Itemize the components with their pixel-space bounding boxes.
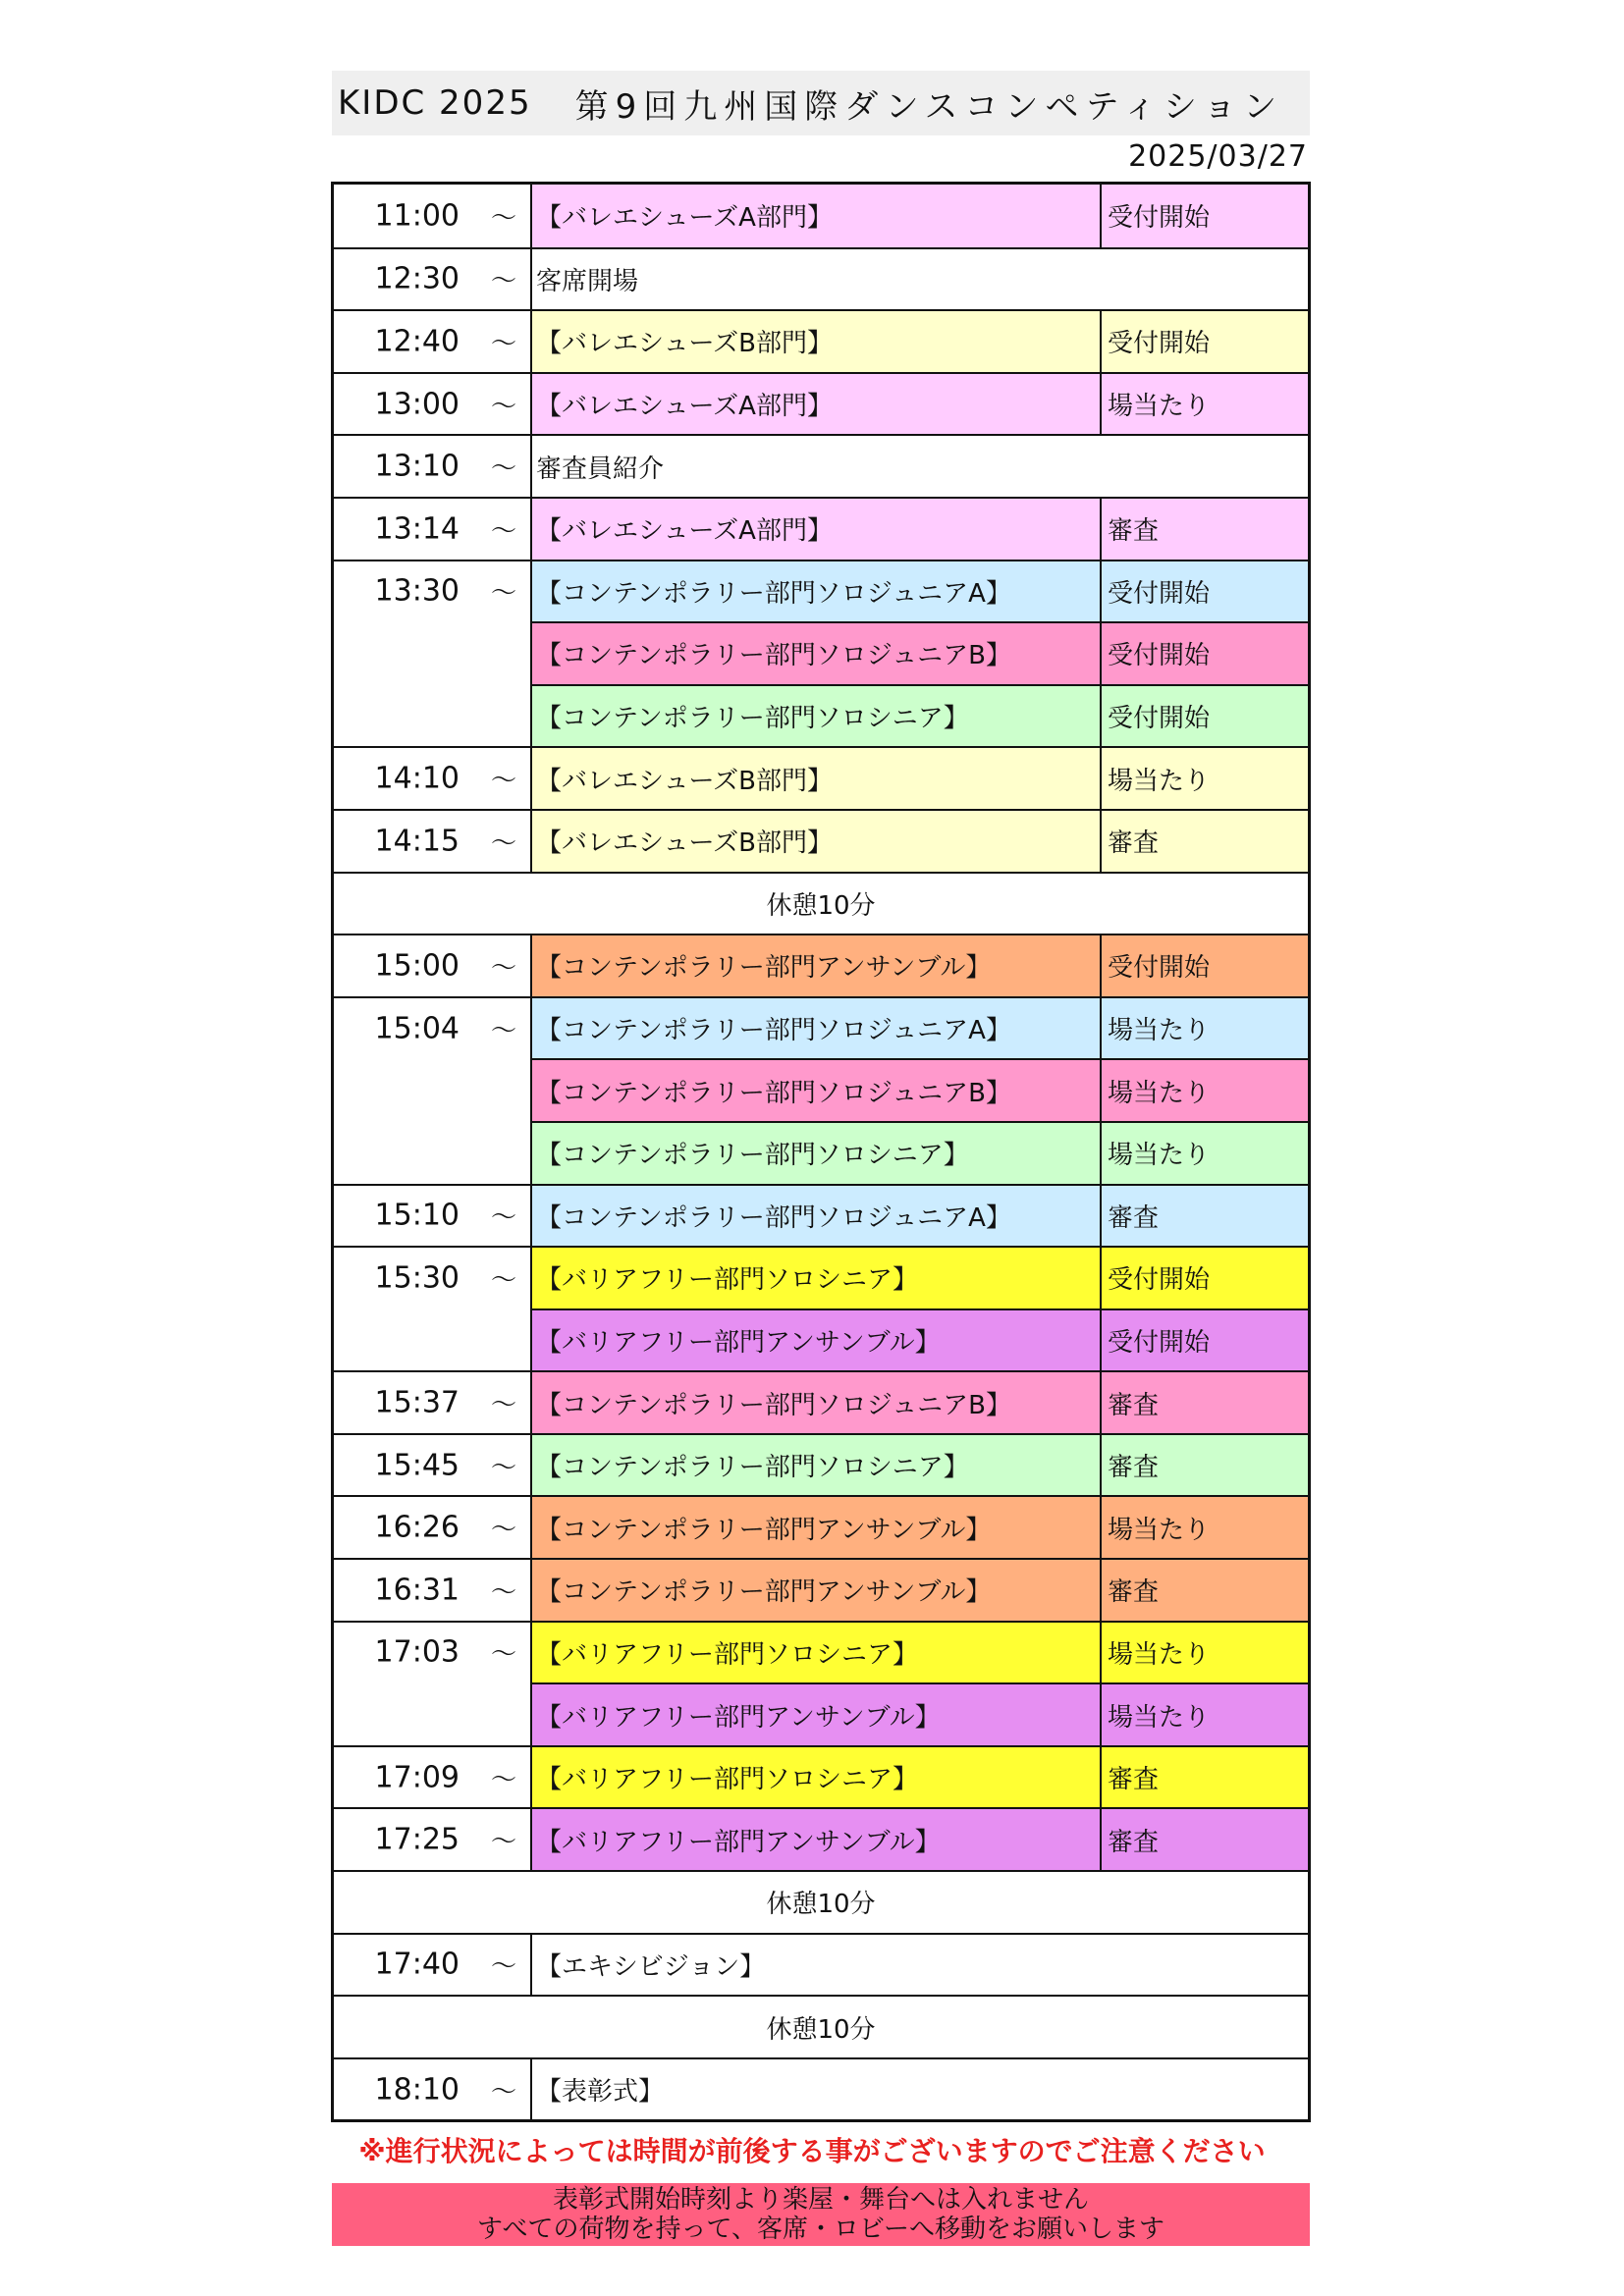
- event-name: 【コンテンポラリー部門ソロジュニアB】: [532, 1058, 1102, 1121]
- time-cell: [334, 1747, 532, 1808]
- time-cell: [334, 1308, 532, 1371]
- schedule-row: [334, 684, 1308, 747]
- schedule-row: [334, 621, 1308, 684]
- event-name: 【コンテンポラリー部門ソロシニア】: [532, 1435, 1102, 1496]
- start-time: 17:40: [374, 1947, 460, 1982]
- time-range-tilde: ～: [490, 1951, 516, 1982]
- event-name: 【コンテンポラリー部門ソロジュニアB】: [532, 1372, 1102, 1433]
- schedule-row: [334, 1682, 1308, 1745]
- event-name: 【バリアフリー部門ソロシニア】: [532, 1623, 1102, 1683]
- time-range-tilde: ～: [490, 1265, 516, 1296]
- event-status: 場当たり: [1102, 1121, 1308, 1184]
- break-row: [334, 1995, 1308, 2057]
- start-time: 13:10: [374, 449, 460, 484]
- start-time: 13:00: [374, 387, 460, 422]
- time-cell: [334, 811, 532, 872]
- time-cell: [334, 185, 532, 247]
- event-status: 審査: [1102, 1435, 1308, 1496]
- event-status: 受付開始: [1102, 311, 1308, 372]
- time-cell: [334, 1497, 532, 1558]
- competition-name: 第9回九州国際ダンスコンペティション: [574, 86, 1284, 127]
- break-label: 休憩10分: [766, 890, 876, 921]
- schedule-row: [334, 2057, 1308, 2120]
- schedule-row: [334, 1933, 1308, 1996]
- event-name: 【コンテンポラリー部門ソロシニア】: [532, 684, 1102, 747]
- banner-line-1: 表彰式開始時刻より楽屋・舞台へは入れません: [552, 2185, 1089, 2215]
- event-status: 受付開始: [1102, 684, 1308, 747]
- event-status: 場当たり: [1102, 1497, 1308, 1558]
- time-range-tilde: ～: [490, 1827, 516, 1857]
- event-status: 受付開始: [1102, 935, 1308, 996]
- event-name: 【コンテンポラリー部門ソロジュニアA】: [532, 1186, 1102, 1247]
- event-name: 【バリアフリー部門アンサンブル】: [532, 1809, 1102, 1870]
- event-status: 受付開始: [1102, 1248, 1308, 1308]
- banner-line-2: すべての荷物を持って、客席・ロビーへ移動をお願いします: [477, 2215, 1164, 2244]
- schedule-row: [334, 247, 1308, 310]
- start-time: 11:00: [374, 198, 460, 234]
- event-status: 受付開始: [1102, 621, 1308, 684]
- time-range-tilde: ～: [490, 1577, 516, 1608]
- event-name: 【表彰式】: [536, 2077, 665, 2108]
- schedule-row: [334, 1807, 1308, 1870]
- event-status: 場当たり: [1102, 748, 1308, 809]
- start-time: 15:00: [374, 948, 460, 984]
- start-time: 17:03: [374, 1634, 460, 1670]
- time-range-tilde: ～: [490, 1016, 516, 1046]
- event-name: 【コンテンポラリー部門ソロジュニアA】: [532, 998, 1102, 1059]
- event-status: 場当たり: [1102, 1058, 1308, 1121]
- break-label: 休憩10分: [766, 2014, 876, 2045]
- time-range-tilde: ～: [490, 1765, 516, 1795]
- event-name: 【バレエシューズA部門】: [532, 499, 1102, 560]
- event-status: 受付開始: [1102, 185, 1308, 247]
- schedule-row: [334, 746, 1308, 809]
- time-cell: [334, 1372, 532, 1433]
- event-name: 【コンテンポラリー部門アンサンブル】: [532, 1497, 1102, 1558]
- schedule-row: [334, 309, 1308, 372]
- time-range-tilde: ～: [490, 1515, 516, 1545]
- event-name: 【バリアフリー部門ソロシニア】: [532, 1747, 1102, 1808]
- time-cell: [334, 748, 532, 809]
- time-range-tilde: ～: [490, 828, 516, 859]
- event-name: 【バレエシューズB部門】: [532, 311, 1102, 372]
- event-name: 【エキシビジョン】: [536, 1951, 766, 1982]
- break-row: [334, 1870, 1308, 1933]
- event-name: 【バレエシューズA部門】: [532, 374, 1102, 435]
- event-status: 審査: [1102, 1560, 1308, 1621]
- schedule-row: [334, 1370, 1308, 1433]
- start-time: 16:31: [374, 1573, 460, 1608]
- start-time: 15:45: [374, 1448, 460, 1483]
- schedule-row: [334, 1495, 1308, 1558]
- time-cell: [334, 935, 532, 996]
- event-name: 【バリアフリー部門アンサンブル】: [532, 1682, 1102, 1745]
- time-range-tilde: ～: [490, 392, 516, 422]
- event-name: 【バリアフリー部門アンサンブル】: [532, 1308, 1102, 1371]
- time-range-tilde: ～: [490, 578, 516, 609]
- schedule-row: [334, 497, 1308, 560]
- time-range-tilde: ～: [490, 766, 516, 796]
- start-time: 13:14: [374, 511, 460, 547]
- event-status: 場当たり: [1102, 374, 1308, 435]
- time-cell: [334, 1435, 532, 1496]
- start-time: 12:30: [374, 261, 460, 296]
- event-status: 場当たり: [1102, 1682, 1308, 1745]
- time-range-tilde: ～: [490, 266, 516, 296]
- time-cell: [334, 1121, 532, 1184]
- time-cell: [334, 374, 532, 435]
- document-date: 2025/03/27: [1128, 139, 1308, 174]
- event-name: 【コンテンポラリー部門アンサンブル】: [532, 935, 1102, 996]
- time-cell: [334, 561, 532, 622]
- event-name: 審査員紹介: [536, 454, 665, 484]
- time-range-tilde: ～: [490, 953, 516, 984]
- schedule-row: [334, 1745, 1308, 1808]
- event-name: 【コンテンポラリー部門アンサンブル】: [532, 1560, 1102, 1621]
- schedule-row: [334, 1308, 1308, 1371]
- time-range-tilde: ～: [490, 1202, 516, 1233]
- time-cell: [334, 2059, 532, 2120]
- schedule-row: [334, 1433, 1308, 1496]
- event-name: 【コンテンポラリー部門ソロジュニアB】: [532, 621, 1102, 684]
- schedule-row: [334, 372, 1308, 435]
- event-status: 審査: [1102, 811, 1308, 872]
- time-cell: [334, 621, 532, 684]
- time-cell: [334, 684, 532, 747]
- time-cell: [334, 998, 532, 1059]
- schedule-row: [334, 185, 1308, 247]
- break-row: [334, 872, 1308, 934]
- schedule-row: [334, 560, 1308, 622]
- start-time: 15:04: [374, 1011, 460, 1046]
- start-time: 12:40: [374, 324, 460, 359]
- start-time: 14:15: [374, 824, 460, 859]
- event-status: 場当たり: [1102, 1623, 1308, 1683]
- event-status: 受付開始: [1102, 561, 1308, 622]
- time-cell: [334, 1935, 532, 1996]
- time-range-tilde: ～: [490, 203, 516, 234]
- schedule-row: [334, 1058, 1308, 1121]
- time-range-tilde: ～: [490, 329, 516, 359]
- time-range-tilde: ～: [490, 1639, 516, 1670]
- start-time: 15:10: [374, 1198, 460, 1233]
- time-cell: [334, 1186, 532, 1247]
- start-time: 14:10: [374, 761, 460, 796]
- event-name: 【コンテンポラリー部門ソロシニア】: [532, 1121, 1102, 1184]
- event-status: 審査: [1102, 499, 1308, 560]
- schedule-row: [334, 934, 1308, 996]
- schedule-row: [334, 1621, 1308, 1683]
- time-range-tilde: ～: [490, 516, 516, 547]
- document-title-bar: [332, 71, 1310, 135]
- start-time: 13:30: [374, 573, 460, 609]
- time-cell: [334, 499, 532, 560]
- time-range-tilde: ～: [490, 1390, 516, 1420]
- start-time: 17:25: [374, 1822, 460, 1857]
- event-name: 【バレエシューズB部門】: [532, 811, 1102, 872]
- event-name: 客席開場: [536, 266, 639, 296]
- event-name: 【バレエシューズB部門】: [532, 748, 1102, 809]
- event-status: 場当たり: [1102, 998, 1308, 1059]
- time-cell: [334, 1682, 532, 1745]
- schedule-row: [334, 1558, 1308, 1621]
- time-cell: [334, 1058, 532, 1121]
- event-status: 審査: [1102, 1809, 1308, 1870]
- time-cell: [334, 249, 532, 310]
- start-time: 16:26: [374, 1510, 460, 1545]
- break-label: 休憩10分: [766, 1890, 876, 1920]
- time-range-tilde: ～: [490, 2077, 516, 2108]
- time-cell: [334, 1560, 532, 1621]
- time-cell: [334, 311, 532, 372]
- schedule-row: [334, 434, 1308, 497]
- schedule-row: [334, 809, 1308, 872]
- timing-notice: ※進行状況によっては時間が前後する事がございますのでご注意ください: [358, 2135, 1266, 2167]
- start-time: 15:37: [374, 1385, 460, 1420]
- event-status: 審査: [1102, 1186, 1308, 1247]
- time-cell: [334, 436, 532, 497]
- time-cell: [334, 1623, 532, 1683]
- event-status: 受付開始: [1102, 1308, 1308, 1371]
- start-time: 15:30: [374, 1260, 460, 1296]
- event-name: 【バレエシューズA部門】: [532, 185, 1102, 247]
- schedule-row: [334, 1121, 1308, 1184]
- schedule-row: [334, 1184, 1308, 1247]
- schedule-row: [334, 996, 1308, 1059]
- competition-code: KIDC 2025: [338, 83, 532, 123]
- time-cell: [334, 1809, 532, 1870]
- event-name: 【バリアフリー部門ソロシニア】: [532, 1248, 1102, 1308]
- time-range-tilde: ～: [490, 1453, 516, 1483]
- start-time: 17:09: [374, 1760, 460, 1795]
- schedule-table: [331, 182, 1311, 2122]
- time-cell: [334, 1248, 532, 1308]
- ceremony-banner: [332, 2183, 1310, 2246]
- event-status: 審査: [1102, 1747, 1308, 1808]
- event-name: 【コンテンポラリー部門ソロジュニアA】: [532, 561, 1102, 622]
- time-range-tilde: ～: [490, 454, 516, 484]
- schedule-row: [334, 1246, 1308, 1308]
- start-time: 18:10: [374, 2072, 460, 2108]
- event-status: 審査: [1102, 1372, 1308, 1433]
